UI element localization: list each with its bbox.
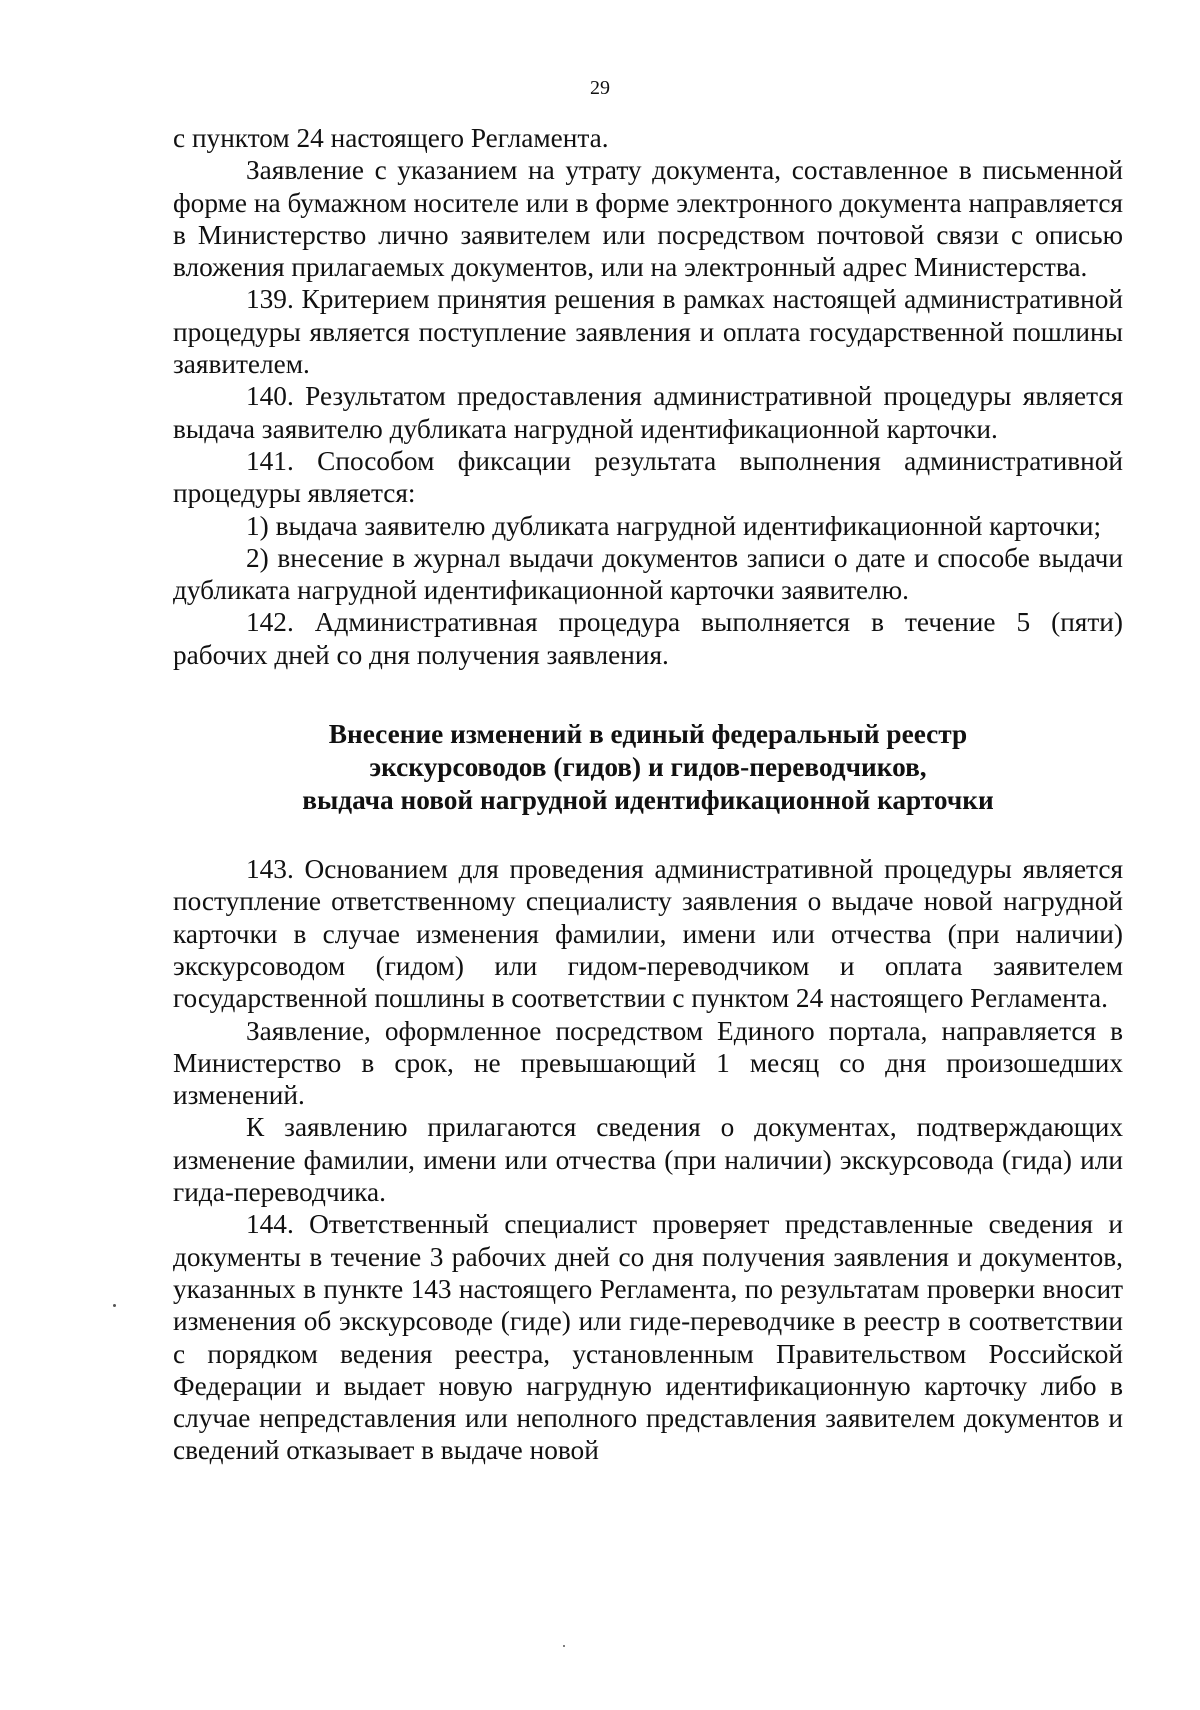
section-heading-line: Внесение изменений в единый федеральный реестр bbox=[328, 719, 968, 750]
paragraph: Заявление с указанием на утрату документа, составленное в письменной форме на бумажном носителе или в форме электронного документа направляется в Министерство лично заявителем или посредством почтовой связи с описью вложения прилагаемых документов, или на электронный адрес Министерства. bbox=[173, 155, 1123, 283]
section-heading-line: экскурсоводов (гидов) и гидов-переводчиков, bbox=[369, 752, 927, 783]
list-item-2: 2) внесение в журнал выдачи документов записи о дате и способе выдачи дубликата нагрудной идентификационной карточки заявителю. bbox=[173, 542, 1123, 606]
document-body bbox=[173, 122, 1123, 1467]
scan-speck bbox=[563, 1645, 565, 1647]
paragraph: с пунктом 24 настоящего Регламента. bbox=[173, 123, 609, 153]
paragraph-140: 140. Результатом предоставления административной процедуры является выдача заявителю дубликата нагрудной идентификационной карточки. bbox=[173, 381, 1123, 444]
scan-speck bbox=[113, 1304, 116, 1307]
page-number: 29 bbox=[590, 77, 610, 99]
paragraph-142: 142. Административная процедура выполняется в течение 5 (пяти) рабочих дней со дня получения заявления. bbox=[173, 607, 1123, 670]
paragraph-139: 139. Критерием принятия решения в рамках настоящей административной процедуры является поступление заявления и оплата государственной пошлины заявителем. bbox=[173, 284, 1123, 380]
paragraph: Заявление, оформленное посредством Единого портала, направляется в Министерство в срок, не превышающий 1 месяц со дня произошедших изменений. bbox=[173, 1015, 1123, 1111]
section-heading bbox=[173, 718, 1123, 817]
section-heading-line: выдача новой нагрудной идентификационной карточки bbox=[302, 785, 994, 816]
paragraph-141: 141. Способом фиксации результата выполнения административной процедуры является: bbox=[173, 445, 1123, 509]
paragraph-144: 144. Ответственный специалист проверяет представленные сведения и документы в течение 3 рабочих дней со дня получения заявления и документов, указанных в пункте 143 настоящего Регламента, по результатам проверки вносит изменения об экскурсоводе (гиде) или гиде-переводчике в реестр в соответствии с порядком ведения реестра, установленным Правительством Российской Федерации и выдает новую нагрудную идентификационную карточку либо в случае непредставления или неполного представления заявителем документов и сведений отказывает в выдаче новой bbox=[173, 1209, 1123, 1466]
paragraph-143: 143. Основанием для проведения административной процедуры является поступление ответственному специалисту заявления о выдаче новой нагрудной карточки в случае изменения фамилии, имени или отчества (при наличии) экскурсоводом (гидом) или гидом-переводчиком и оплата заявителем государственной пошлины в соответствии с пунктом 24 настоящего Регламента. bbox=[173, 854, 1123, 1014]
list-item-1: 1) выдача заявителю дубликата нагрудной идентификационной карточки; bbox=[246, 510, 1102, 541]
paragraph: К заявлению прилагаются сведения о документах, подтверждающих изменение фамилии, имени или отчества (при наличии) экскурсовода (гида) или гида-переводчика. bbox=[173, 1112, 1123, 1208]
